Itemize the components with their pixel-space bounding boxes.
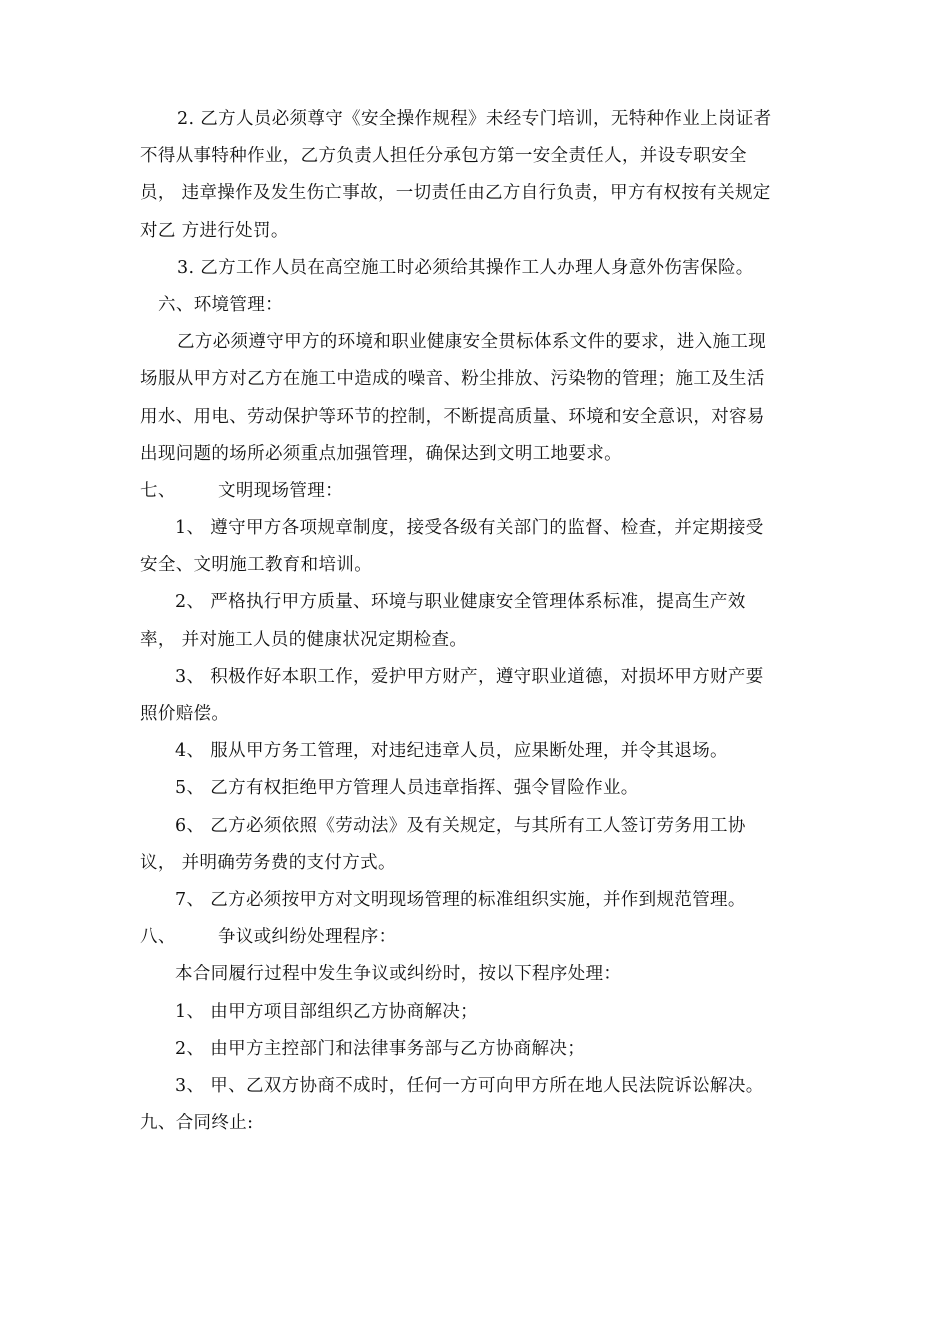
section-title: 争议或纠纷处理程序： <box>218 927 397 948</box>
section-heading <box>140 473 830 510</box>
list-item-line: 6、 乙方必须依照《劳动法》及有关规定，与其所有工人签订劳务用工协 <box>175 815 746 836</box>
paragraph-line: 用水、用电、劳动保护等环节的控制，不断提高质量、环境和安全意识，对容易 <box>140 406 765 427</box>
section-title: 文明现场管理： <box>218 480 343 501</box>
list-item-line: 2、 严格执行甲方质量、环境与职业健康安全管理体系标准，提高生产效 <box>175 592 746 613</box>
list-item-line: 3、 积极作好本职工作，爱护甲方财产，遵守职业道德，对损坏甲方财产要 <box>175 666 764 687</box>
document-body <box>140 101 830 1142</box>
paragraph-line: 率， 并对施工人员的健康状况定期检查。 <box>140 629 468 650</box>
paragraph-line: 不得从事特种作业，乙方负责人担任分承包方第一安全责任人，并设专职安全 <box>140 146 747 167</box>
list-item-line: 3、 甲、乙双方协商不成时，任何一方可向甲方所在地人民法院诉讼解决。 <box>175 1075 764 1096</box>
list-item-line: 1、 遵守甲方各项规章制度，接受各级有关部门的监督、检查，并定期接受 <box>175 518 764 539</box>
list-item-line: 7、 乙方必须按甲方对文明现场管理的标准组织实施，并作到规范管理。 <box>175 889 746 910</box>
paragraph-line: 2. 乙方人员必须尊守《安全操作规程》未经专门培训，无特种作业上岗证者 <box>177 109 772 129</box>
section-heading <box>140 919 830 956</box>
list-item-line: 1、 由甲方项目部组织乙方协商解决； <box>175 1001 478 1022</box>
section-heading: 六、环境管理： <box>158 294 283 315</box>
paragraph-line: 3. 乙方工作人员在高空施工时必须给其操作工人办理人身意外伤害保险。 <box>177 257 754 278</box>
paragraph-line: 出现问题的场所必须重点加强管理，确保达到文明工地要求。 <box>140 443 622 464</box>
section-number: 七、 <box>140 480 176 501</box>
section-number: 八、 <box>140 927 176 948</box>
paragraph-line: 照价赔偿。 <box>140 704 230 724</box>
paragraph-line: 乙方必须遵守甲方的环境和职业健康安全贯标体系文件的要求，进入施工现 <box>177 332 767 353</box>
list-item-line: 4、 服从甲方务工管理，对违纪违章人员，应果断处理，并令其退场。 <box>175 741 728 762</box>
paragraph-line: 议， 并明确劳务费的支付方式。 <box>140 852 396 873</box>
paragraph-line: 本合同履行过程中发生争议或纠纷时，按以下程序处理： <box>175 964 622 985</box>
paragraph-line: 员， 违章操作及发生伤亡事故，一切责任由乙方自行负责，甲方有权按有关规定 <box>140 183 771 204</box>
section-heading: 九、合同终止: <box>140 1113 254 1134</box>
paragraph-line: 安全、文明施工教育和培训。 <box>140 555 373 576</box>
paragraph-line: 场服从甲方对乙方在施工中造成的噪音、粉尘排放、污染物的管理；施工及生活 <box>140 369 765 390</box>
list-item-line: 5、 乙方有权拒绝甲方管理人员违章指挥、强令冒险作业。 <box>175 778 639 799</box>
list-item-line: 2、 由甲方主控部门和法律事务部与乙方协商解决； <box>175 1038 586 1059</box>
paragraph-line: 对乙 方进行处罚。 <box>140 220 289 241</box>
